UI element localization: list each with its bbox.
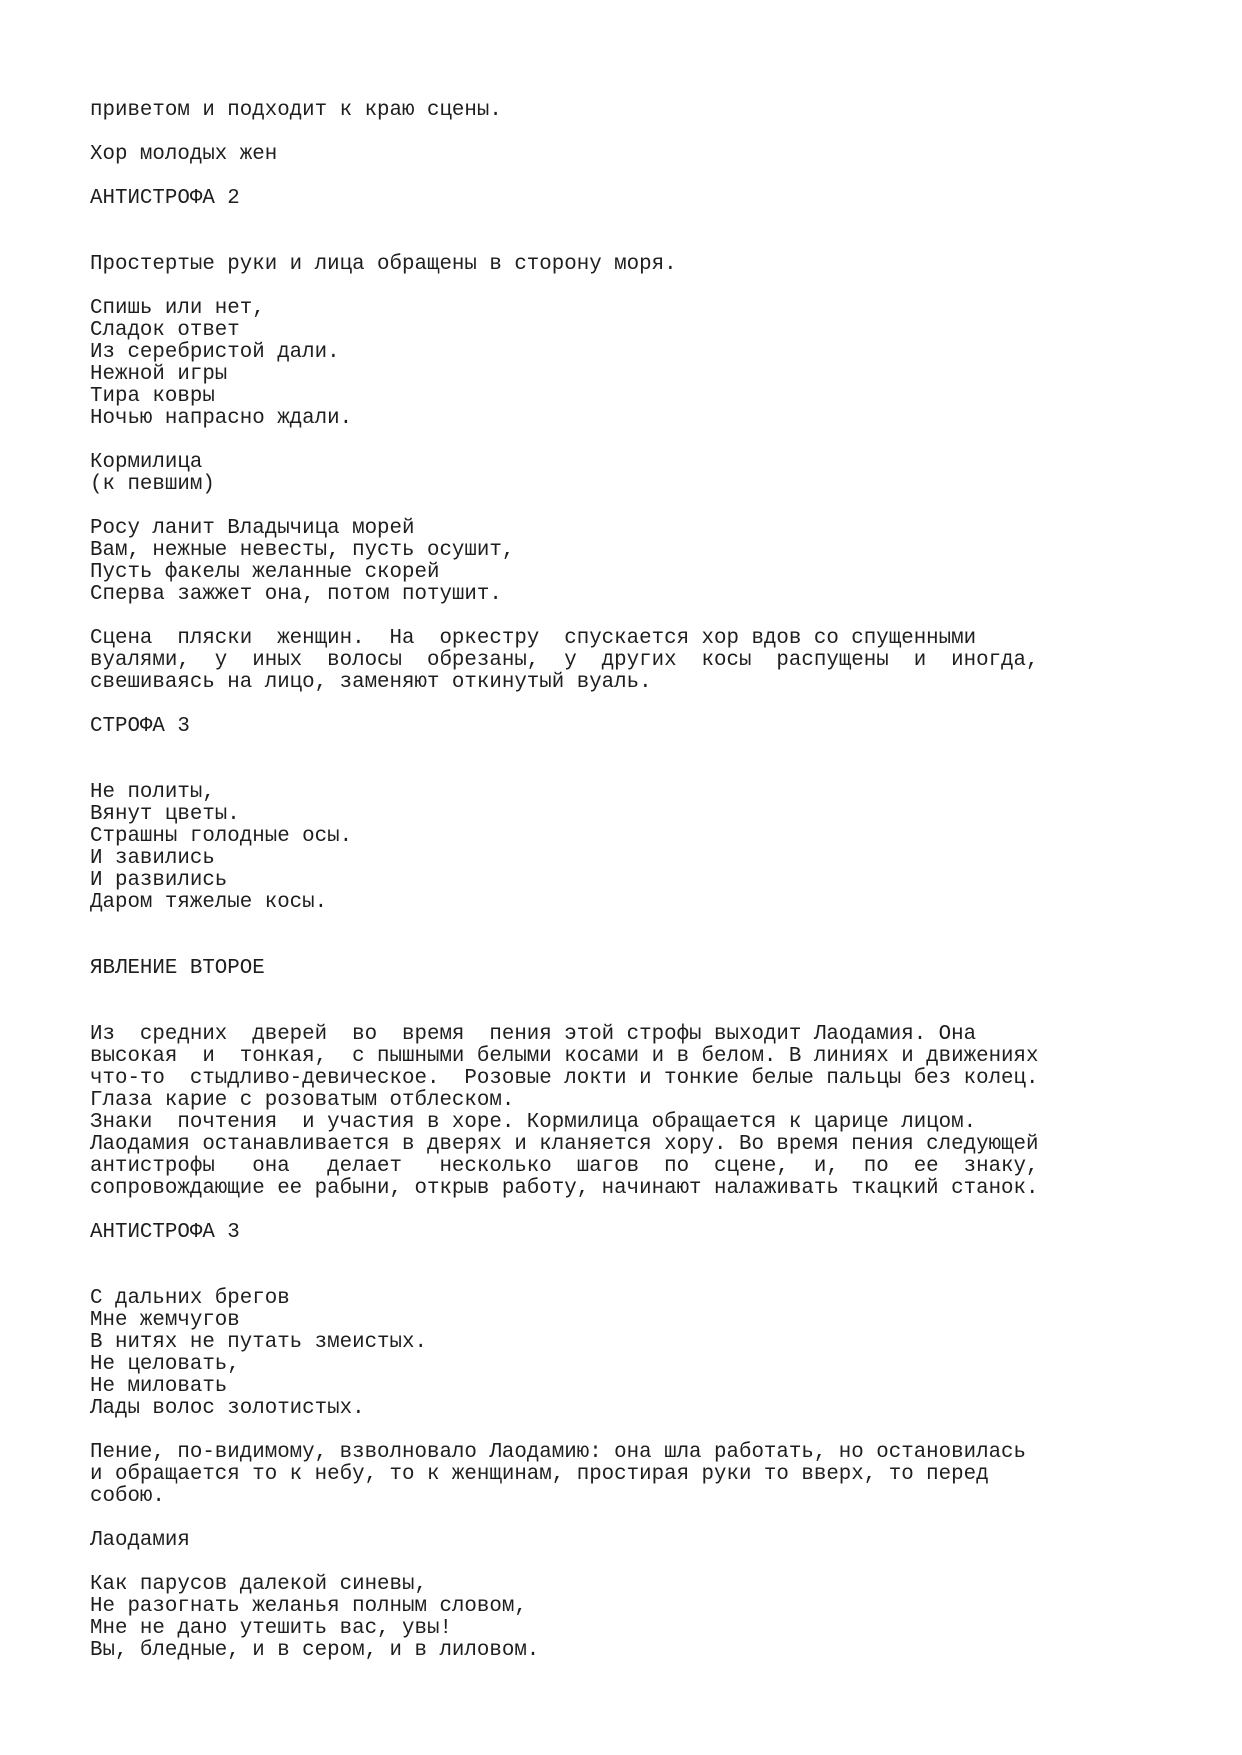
speaker-name: Лаодамия	[90, 1528, 190, 1552]
blank-line	[90, 1200, 1190, 1222]
verse-line: И развились	[90, 868, 228, 892]
verse-line: Не разогнать желанья полным словом,	[90, 1594, 527, 1618]
verse-line: Вы, бледные, и в сером, и в лиловом.	[90, 1638, 540, 1662]
stage-direction-line: Из средних дверей во время пения этой строфы выходит Лаодамия. Она	[90, 1022, 977, 1046]
verse-line: И завились	[90, 846, 215, 870]
blank-line	[90, 122, 1190, 144]
verse-stanza	[90, 298, 1190, 430]
verse-line: Мне жемчугов	[90, 1308, 240, 1332]
verse-line: Лады волос золотистых.	[90, 1396, 365, 1420]
stage-direction	[90, 254, 1190, 276]
blank-line	[90, 1508, 1190, 1530]
stage-direction	[90, 628, 1190, 694]
verse-line: Даром тяжелые косы.	[90, 890, 328, 914]
section-heading: АНТИСТРОФА 2	[90, 186, 240, 210]
stage-direction-line: Сцена пляски женщин. На оркестру спускается хор вдов со спущенными	[90, 626, 977, 650]
blank-line	[90, 1244, 1190, 1266]
stage-direction-line: приветом и подходит к краю сцены.	[90, 98, 502, 122]
verse-line: Ночью напрасно ждали.	[90, 406, 353, 430]
stage-direction-line: антистрофы она делает несколько шагов по сцене, и, по ее знаку,	[90, 1154, 1039, 1178]
blank-line	[90, 166, 1190, 188]
stage-direction	[90, 1442, 1190, 1508]
blank-line	[90, 1420, 1190, 1442]
verse-line: Страшны голодные осы.	[90, 824, 353, 848]
blank-line	[90, 1266, 1190, 1288]
stage-direction-line: свешиваясь на лицо, заменяют откинутый вуаль.	[90, 670, 652, 694]
verse-line: Не миловать	[90, 1374, 228, 1398]
stage-direction-line: Лаодамия останавливается в дверях и кланяется хору. Во время пения следующей	[90, 1132, 1039, 1156]
stage-direction	[90, 100, 1190, 122]
stage-direction-line: сопровождающие ее рабыни, открыв работу, начинают налаживать ткацкий станок.	[90, 1176, 1039, 1200]
verse-stanza	[90, 1288, 1190, 1420]
stage-direction-line: Глаза карие с розоватым отблеском.	[90, 1088, 515, 1112]
section-heading: СТРОФА 3	[90, 714, 190, 738]
verse-line: Как парусов далекой синевы,	[90, 1572, 427, 1596]
verse-line: Сладок ответ	[90, 318, 240, 342]
verse-line: Сперва зажжет она, потом потушит.	[90, 582, 502, 606]
blank-line	[90, 914, 1190, 936]
verse-line: Из серебристой дали.	[90, 340, 340, 364]
verse-line: Тира ковры	[90, 384, 215, 408]
blank-line	[90, 760, 1190, 782]
stage-direction-line: Пение, по-видимому, взволновало Лаодамию: она шла работать, но остановилась	[90, 1440, 1027, 1464]
blank-line	[90, 738, 1190, 760]
speaker-name: Хор молодых жен	[90, 142, 278, 166]
verse-line: Вянут цветы.	[90, 802, 240, 826]
stage-direction	[90, 1024, 1190, 1200]
blank-line	[90, 210, 1190, 232]
stage-direction-line: и обращается то к небу, то к женщинам, простирая руки то вверх, то перед	[90, 1462, 989, 1486]
verse-stanza	[90, 782, 1190, 914]
verse-line: Мне не дано утешить вас, увы!	[90, 1616, 452, 1640]
verse-line: Не целовать,	[90, 1352, 240, 1376]
verse-line: Пусть факелы желанные скорей	[90, 560, 440, 584]
verse-line: Нежной игры	[90, 362, 228, 386]
verse-stanza	[90, 518, 1190, 606]
verse-line: Не политы,	[90, 780, 215, 804]
section-heading: АНТИСТРОФА 3	[90, 1220, 240, 1244]
stage-direction-line: Простертые руки и лица обращены в сторону моря.	[90, 252, 677, 276]
blank-line	[90, 430, 1190, 452]
verse-line: Вам, нежные невесты, пусть осушит,	[90, 538, 515, 562]
blank-line	[90, 980, 1190, 1002]
blank-line	[90, 496, 1190, 518]
verse-line: Спишь или нет,	[90, 296, 265, 320]
stage-direction-line: высокая и тонкая, с пышными белыми косами и в белом. В линиях и движениях	[90, 1044, 1039, 1068]
blank-line	[90, 1552, 1190, 1574]
scene-heading: ЯВЛЕНИЕ ВТОРОЕ	[90, 956, 265, 980]
speaker-note: (к певшим)	[90, 472, 215, 496]
verse-line: С дальних брегов	[90, 1286, 290, 1310]
blank-line	[90, 694, 1190, 716]
blank-line	[90, 232, 1190, 254]
verse-line: Росу ланит Владычица морей	[90, 516, 415, 540]
blank-line	[90, 1002, 1190, 1024]
play-text	[90, 100, 1190, 1662]
verse-line: В нитях не путать змеистых.	[90, 1330, 427, 1354]
blank-line	[90, 276, 1190, 298]
stage-direction-line: Знаки почтения и участия в хоре. Кормилица обращается к царице лицом.	[90, 1110, 977, 1134]
speaker-name: Кормилица	[90, 450, 203, 474]
stage-direction-line: что-то стыдливо-девическое. Розовые локти и тонкие белые пальцы без колец.	[90, 1066, 1039, 1090]
verse-stanza	[90, 1574, 1190, 1662]
stage-direction-line: собою.	[90, 1484, 165, 1508]
blank-line	[90, 606, 1190, 628]
blank-line	[90, 936, 1190, 958]
stage-direction-line: вуалями, у иных волосы обрезаны, у других косы распущены и иногда,	[90, 648, 1039, 672]
